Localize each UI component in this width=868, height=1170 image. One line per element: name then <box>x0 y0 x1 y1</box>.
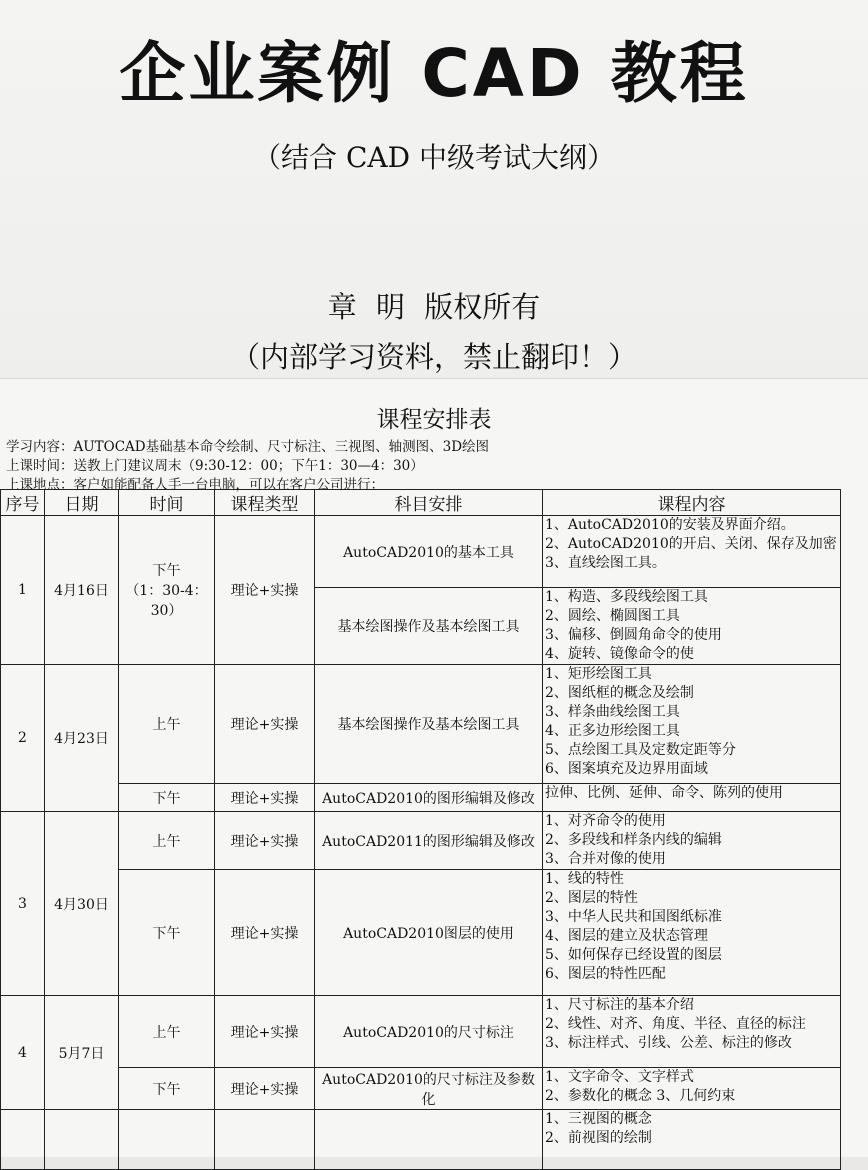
content-line: 2、图纸框的概念及绘制 <box>545 685 694 701</box>
cover-author: 章 明 版权所有 <box>327 290 541 324</box>
content-line: 拉伸、比例、延伸、命令、陈列的使用 <box>545 785 783 801</box>
table-row <box>1 516 841 588</box>
subject-name: AutoCAD2010的尺寸标注及参数化 <box>315 1068 543 1110</box>
table-row <box>1 665 841 784</box>
course-type: 理论+实操 <box>215 996 315 1068</box>
subject-name: AutoCAD2011的图形编辑及修改 <box>315 812 543 870</box>
content-line: 2、图层的特性 <box>545 890 638 906</box>
content-line: 4、正多边形绘图工具 <box>545 723 680 739</box>
content-line: 6、图案填充及边界用面域 <box>545 761 708 777</box>
cover-page <box>0 0 868 400</box>
table-row <box>1 784 841 812</box>
course-content <box>543 665 841 784</box>
course-type: 理论+实操 <box>215 516 315 665</box>
header-no: 序号 <box>1 490 45 516</box>
row-number: 2 <box>1 665 45 812</box>
session-time <box>119 1110 215 1170</box>
row-date: 4月23日 <box>45 665 119 812</box>
session-time: 上午 <box>119 812 215 870</box>
content-line: 5、如何保存已经设置的图层 <box>545 947 722 963</box>
content-line: 3、中华人民共和国图纸标准 <box>545 909 722 925</box>
content-line: 2、圆绘、椭圆图工具 <box>545 608 680 624</box>
table-header-row <box>1 490 841 516</box>
content-line: 4、旋转、镜像命令的使 <box>545 646 694 662</box>
content-line: 3、样条曲线绘图工具 <box>545 704 680 720</box>
schedule-body <box>1 516 841 1170</box>
row-date <box>45 1110 119 1170</box>
course-content <box>543 870 841 996</box>
header-time: 时间 <box>119 490 215 516</box>
content-line: 4、图层的建立及状态管理 <box>545 928 708 944</box>
course-type: 理论+实操 <box>215 665 315 784</box>
course-content <box>543 784 841 812</box>
table-row <box>1 1110 841 1170</box>
subject-name: AutoCAD2010的图形编辑及修改 <box>315 784 543 812</box>
content-line: 6、图层的特性匹配 <box>545 966 666 982</box>
course-type <box>215 1110 315 1170</box>
schedule-table <box>0 489 841 1170</box>
table-row <box>1 1068 841 1110</box>
content-line: 3、直线绘图工具。 <box>545 555 666 571</box>
info-content: 学习内容：AUTOCAD基础基本命令绘制、尺寸标注、三视图、轴测图、3D绘图 <box>6 439 490 455</box>
course-type: 理论+实操 <box>215 1068 315 1110</box>
content-line: 2、多段线和样条内线的编辑 <box>545 832 722 848</box>
header-content: 课程内容 <box>543 490 841 516</box>
schedule-title: 课程安排表 <box>376 407 492 433</box>
content-line: 1、矩形绘图工具 <box>545 666 652 682</box>
subject-name: AutoCAD2010的尺寸标注 <box>315 996 543 1068</box>
content-line: 1、对齐命令的使用 <box>545 813 666 829</box>
row-number <box>1 1110 45 1170</box>
content-line: 1、AutoCAD2010的安装及界面介绍。 <box>545 517 795 533</box>
info-location: 上课地点：客户如能配备人手一台电脑，可以在客户公司进行： <box>6 477 384 493</box>
table-row <box>1 996 841 1068</box>
session-time: 下午 <box>119 1068 215 1110</box>
row-number: 4 <box>1 996 45 1110</box>
cover-note: （内部学习资料，禁止翻印！） <box>230 340 637 374</box>
row-number: 1 <box>1 516 45 665</box>
content-line: 1、三视图的概念 <box>545 1111 652 1127</box>
subject-name: 基本绘图操作及基本绘图工具 <box>315 588 543 665</box>
session-time: 下午 <box>119 870 215 996</box>
course-content <box>543 516 841 588</box>
info-time: 上课时间：送教上门建议周末（9:30-12：00；下午1：30—4：30） <box>6 458 424 474</box>
course-content <box>543 1068 841 1110</box>
table-row <box>1 812 841 870</box>
subject-name <box>315 1110 543 1170</box>
course-type: 理论+实操 <box>215 784 315 812</box>
header-date: 日期 <box>45 490 119 516</box>
row-date: 5月7日 <box>45 996 119 1110</box>
course-content <box>543 996 841 1068</box>
schedule-sheet <box>0 378 868 1157</box>
subject-name: AutoCAD2010的基本工具 <box>315 516 543 588</box>
header-type: 课程类型 <box>215 490 315 516</box>
subject-name: 基本绘图操作及基本绘图工具 <box>315 665 543 784</box>
cover-subtitle: （结合 CAD 中级考试大纲） <box>253 141 615 174</box>
course-content <box>543 588 841 665</box>
content-line: 5、点绘图工具及定数定距等分 <box>545 742 736 758</box>
course-type: 理论+实操 <box>215 812 315 870</box>
table-row <box>1 870 841 996</box>
content-line: 2、参数化的概念 3、几何约束 <box>545 1088 736 1104</box>
subject-name: AutoCAD2010图层的使用 <box>315 870 543 996</box>
session-time: 上午 <box>119 996 215 1068</box>
content-line: 1、线的特性 <box>545 871 624 887</box>
session-time: 下午 （1：30-4： 30） <box>119 516 215 665</box>
course-type: 理论+实操 <box>215 870 315 996</box>
content-line: 3、合并对像的使用 <box>545 851 666 867</box>
content-line: 2、前视图的绘制 <box>545 1130 652 1146</box>
session-time: 上午 <box>119 665 215 784</box>
course-content <box>543 812 841 870</box>
cover-title: 企业案例 CAD 教程 <box>119 35 749 112</box>
content-line: 1、构造、多段线绘图工具 <box>545 589 708 605</box>
header-subject: 科目安排 <box>315 490 543 516</box>
content-line: 1、尺寸标注的基本介绍 <box>545 997 694 1013</box>
content-line: 1、文字命令、文字样式 <box>545 1069 694 1085</box>
content-line: 3、标注样式、引线、公差、标注的修改 <box>545 1035 792 1051</box>
row-number: 3 <box>1 812 45 996</box>
course-content <box>543 1110 841 1170</box>
content-line: 2、线性、对齐、角度、半径、直径的标注 <box>545 1016 806 1032</box>
row-date: 4月30日 <box>45 812 119 996</box>
content-line: 2、AutoCAD2010的开启、关闭、保存及加密 <box>545 536 837 552</box>
content-line: 3、偏移、倒圆角命令的使用 <box>545 627 722 643</box>
row-date: 4月16日 <box>45 516 119 665</box>
session-time: 下午 <box>119 784 215 812</box>
